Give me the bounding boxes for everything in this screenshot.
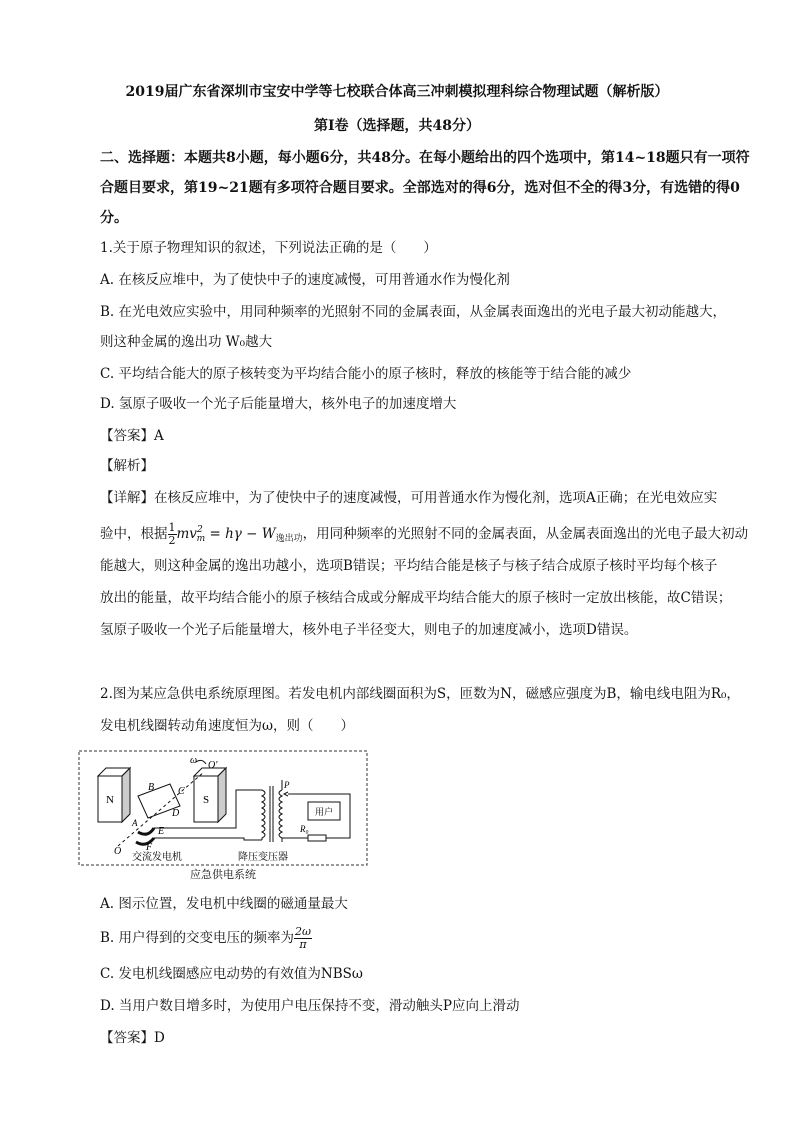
q1-analysis-label: 【解析】 [100, 458, 154, 474]
o-label: O [114, 846, 122, 857]
q1-stem: 1.关于原子物理知识的叙述，下列说法正确的是（ ） [100, 240, 437, 256]
o-prime-label: O' [208, 760, 218, 771]
frac-den: π [299, 938, 307, 951]
q1-detail-line-4: 放出的能量，故平均结合能小的原子核结合成或分解成平均结合能大的原子核时一定放出核能，故C错误； [100, 590, 732, 606]
formula-sub: m [196, 534, 206, 544]
q1-detail-line-2-post: ，用同种频率的光照射不同的金属表面，从金属表面逸出的光电子最大初动 [302, 526, 749, 542]
transformer-label: 降压变压器 [238, 852, 288, 863]
section-instructions-line-3: 分。 [100, 210, 128, 226]
d-label: D [172, 808, 180, 819]
user-label: 用户 [314, 807, 334, 817]
q2-answer: 【答案】D [100, 1030, 165, 1046]
q2-option-b [100, 926, 720, 951]
q1-option-d: D. 氢原子吸收一个光子后能量增大，核外电子的加速度增大 [100, 396, 457, 412]
q1-detail-line-2-pre: 验中，根据 [100, 526, 168, 542]
q1-option-c: C. 平均结合能大的原子核转变为平均结合能小的原子核时，释放的核能等于结合能的减少 [100, 366, 632, 382]
r0-label: R₀ [300, 824, 309, 834]
p-label: P [284, 780, 290, 790]
generator-label: 交流发电机 [132, 852, 182, 863]
q1-detail-line-3: 能越大，则这种金属的逸出功越小，选项B错误；平均结合能是核子与核子结合成原子核时平均每个核子 [100, 558, 718, 574]
formula-wsub: 逸出功 [275, 534, 303, 544]
magnet-s-label: S [202, 794, 210, 806]
f-label: F [146, 842, 153, 853]
formula-mv: mv [176, 526, 197, 542]
q1-option-a: A. 在核反应堆中，为了使快中子的速度减慢，可用普通水作为慢化剂 [100, 272, 510, 288]
formula-half-den: 2 [168, 534, 176, 547]
emergency-power-diagram [78, 750, 368, 866]
q1-option-b-line-2: 则这种金属的逸出功 W₀越大 [100, 334, 273, 350]
a-label: A [132, 818, 138, 828]
formula-eq: = hγ − W [205, 526, 276, 542]
magnet-s [194, 768, 226, 822]
q1-detail-line-5: 氢原子吸收一个光子后能量增大，核外电子半径变大，则电子的加速度减小，选项D错误。 [100, 622, 638, 638]
secondary-circuit [282, 794, 350, 841]
q1-answer: 【答案】A [100, 428, 164, 444]
q2-option-c: C. 发电机线圈感应电动势的有效值为NBSω [100, 966, 363, 982]
section-instructions-line-2: 合题目要求，第19~21题有多项符合题目要求。全部选对的得6分，选对但不全的得3分，有选错的得0 [100, 180, 740, 196]
formula-sup: 2 [196, 525, 203, 535]
q2-option-b-text: B. 用户得到的交变电压的频率为 [100, 930, 295, 946]
e-label: E [158, 826, 165, 837]
q1-option-b-line-1: B. 在光电效应实验中，用同种频率的光照射不同的金属表面，从金属表面逸出的光电子最大初动能越大， [100, 304, 727, 320]
q2-option-a: A. 图示位置，发电机中线圈的磁通量最大 [100, 896, 348, 912]
q2-stem-line-2: 发电机线圈转动角速度恒为ω，则（ ） [100, 718, 355, 734]
q2-stem-line-1: 2.图为某应急供电系统原理图。若发电机内部线圈面积为S，匝数为N，磁感应强度为B，输电线电阻为R₀， [100, 686, 740, 702]
c-label: C [178, 786, 185, 797]
omega-label: ω [190, 755, 198, 766]
formula-half [168, 522, 177, 547]
magnet-n [98, 768, 130, 822]
q2-option-b-fraction [294, 926, 312, 951]
b-label: B [148, 782, 155, 793]
q2-option-d: D. 当用户数目增多时，为使用户电压保持不变，滑动触头P应向上滑动 [100, 998, 520, 1014]
paper-title: 2019届广东省深圳市宝安中学等七校联合体高三冲刺模拟理科综合物理试题（解析版） [125, 84, 669, 100]
section-instructions-line-1: 二、选择题：本题共8小题，每小题6分，共48分。在每小题给出的四个选项中，第14~18题只有一项符 [100, 150, 750, 166]
magnet-n-label: N [106, 794, 114, 806]
part-heading: 第I卷（选择题，共48分） [313, 118, 481, 134]
q1-detail-line-1: 【详解】在核反应堆中，为了使快中子的速度减慢，可用普通水作为慢化剂，选项A正确；在光电效应实 [100, 490, 718, 506]
q1-detail-line-2 [100, 520, 749, 549]
frac-num: 2ω [295, 925, 311, 938]
diagram-caption: 应急供电系统 [190, 868, 256, 881]
formula-half-num: 1 [168, 521, 176, 534]
